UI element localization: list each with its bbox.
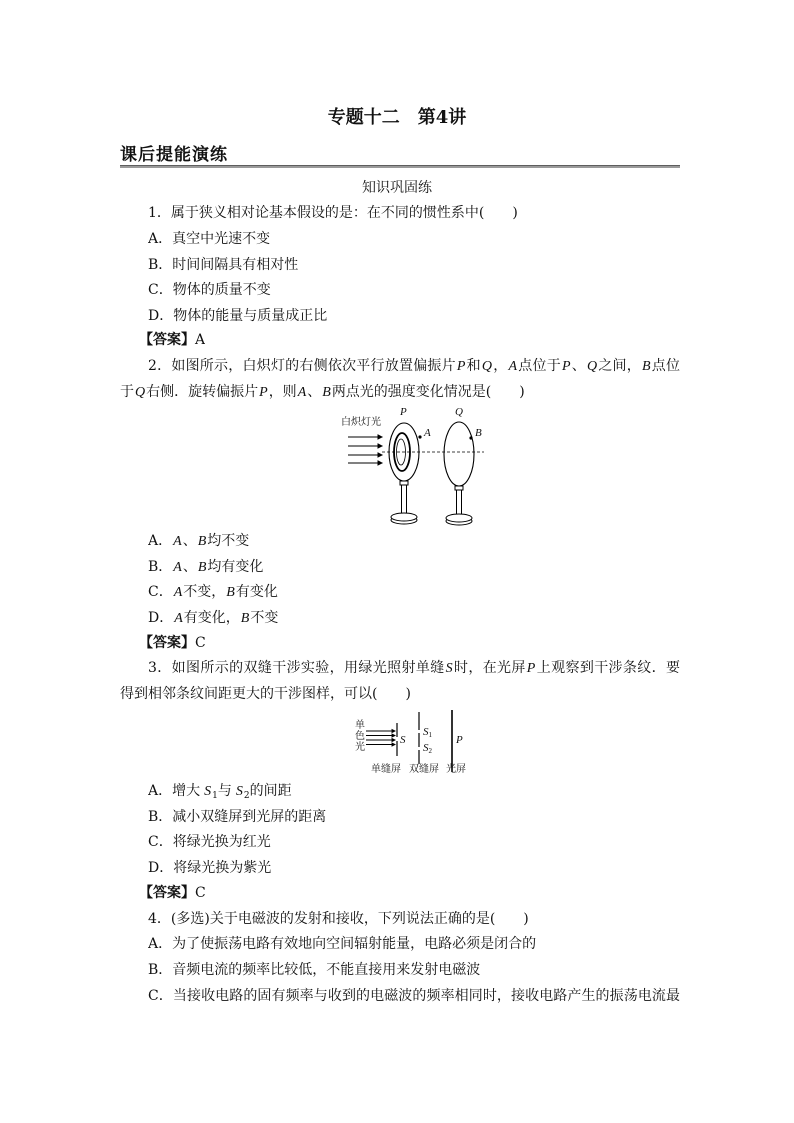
- single-slit-label: S: [400, 734, 406, 746]
- option-text: 不变: [250, 610, 279, 626]
- option-text: C．: [148, 584, 173, 600]
- stem-text: 两点光的强度变化情况是( ): [331, 384, 525, 400]
- stem-text: 上观察到干涉条纹．要: [536, 660, 680, 676]
- variable-b: B: [197, 534, 207, 549]
- option-text: 、: [182, 559, 197, 575]
- stem-text: 、: [307, 384, 322, 400]
- variable-a: A: [173, 560, 182, 575]
- variable-p: P: [561, 359, 571, 374]
- answer-value: A: [195, 332, 206, 348]
- point-a-label: A: [424, 427, 431, 439]
- q3-option-c: C．将绿光换为红光: [148, 834, 271, 850]
- variable-b: B: [642, 359, 651, 374]
- slit-1-subscript: 1: [428, 731, 432, 739]
- q2-stem-line-1: [148, 356, 680, 378]
- q3-option-d: D．将绿光换为紫光: [148, 860, 272, 876]
- answer-label: 【答案】: [139, 332, 195, 348]
- polarizer-p-base-top: [391, 513, 417, 521]
- q3-stem-line-2: 得到相邻条纹间距更大的干涉图样，可以( ): [120, 686, 411, 702]
- option-text: 均有变化: [207, 559, 264, 575]
- q1-option-b: B．时间间隔具有相对性: [148, 257, 299, 273]
- arrow-head: [378, 444, 382, 448]
- point-b-label: B: [475, 427, 482, 439]
- light-rays: [366, 730, 395, 747]
- q4-option-b: B．音频电流的频率比较低，不能直接用来发射电磁波: [148, 962, 481, 978]
- q1-option-d: D．物体的能量与质量成正比: [148, 308, 328, 324]
- q3-stem-line-1: [148, 658, 680, 680]
- subscript: 1: [212, 791, 218, 801]
- variable-a: A: [173, 534, 182, 549]
- stem-text: 点位于: [518, 358, 561, 374]
- point-b-dot: [469, 436, 472, 439]
- variable-b: B: [226, 585, 235, 600]
- variable-p: P: [526, 661, 536, 676]
- slit-2-subscript: 2: [428, 747, 432, 755]
- stem-text: 于: [120, 384, 134, 400]
- answer-label: 【答案】: [139, 885, 195, 901]
- q1-option-a: A．真空中光速不变: [148, 231, 271, 247]
- single-slit-screen-label: 单缝屏: [371, 764, 401, 775]
- q4-option-a: A．为了使振荡电路有效地向空间辐射能量，电路必须是闭合的: [148, 936, 537, 952]
- stem-text: 、: [571, 358, 586, 374]
- q1-answer: [139, 330, 205, 352]
- q2-option-c: [148, 582, 278, 604]
- variable-p: P: [456, 359, 466, 374]
- q2-option-d: [148, 608, 278, 630]
- stem-text: 3．如图所示的双缝干涉实验，用绿光照射单缝: [148, 660, 445, 676]
- slit-2-letter: S: [423, 742, 429, 754]
- option-text: A．: [148, 533, 173, 549]
- section-heading: 课后提能演练: [120, 145, 228, 165]
- page-title: 专题十二 第4讲: [327, 107, 467, 128]
- q3-answer: [139, 883, 206, 905]
- answer-value: C: [195, 635, 206, 651]
- variable-a: A: [173, 585, 183, 600]
- polarizer-p-knob: [400, 481, 408, 485]
- q4-stem: 4．(多选)关于电磁波的发射和接收，下列说法正确的是( ): [148, 911, 529, 927]
- arrow-head: [378, 435, 382, 439]
- point-a-dot: [418, 435, 421, 438]
- q1-stem: 1．属于狭义相对论基本假设的是：在不同的惯性系中( ): [148, 205, 518, 221]
- polarizer-q-post: [457, 490, 462, 515]
- slit-1-letter: S: [423, 726, 429, 738]
- variable-s: S: [204, 784, 212, 799]
- option-text: 有变化: [235, 584, 278, 600]
- variable-s: S: [235, 784, 243, 799]
- answer-value: C: [195, 885, 206, 901]
- light-screen-label: 光屏: [446, 764, 466, 775]
- polarizer-q-ellipse: [444, 422, 474, 486]
- polarizer-p-post: [402, 485, 407, 514]
- stem-text: 之间，: [598, 358, 641, 374]
- option-text: 、: [182, 533, 197, 549]
- polarizer-p-shape: [389, 423, 419, 524]
- arrow-head: [392, 739, 395, 742]
- option-text: 均不变: [207, 533, 250, 549]
- q1-option-c: C．物体的质量不变: [148, 282, 271, 298]
- q2-stem-line-2: [120, 382, 525, 404]
- subscript: 2: [243, 791, 250, 801]
- monochromatic-light-label: 单色光: [355, 720, 365, 753]
- option-text: B．: [148, 559, 173, 575]
- option-text: 与: [217, 783, 232, 799]
- option-text: D．: [148, 610, 174, 626]
- variable-q: Q: [135, 385, 146, 400]
- q2-option-a: [148, 531, 249, 553]
- variable-a: A: [174, 611, 183, 626]
- variable-p: P: [259, 385, 268, 400]
- option-text: A．增大: [148, 783, 201, 799]
- variable-s: S: [445, 661, 453, 676]
- variable-b: B: [197, 560, 207, 575]
- arrow-head: [378, 453, 382, 457]
- stem-text: 点位: [651, 358, 680, 374]
- stem-text: ，: [493, 358, 508, 374]
- arrow-head: [392, 730, 395, 733]
- variable-b: B: [240, 611, 250, 626]
- polarizer-q-base-top: [446, 514, 472, 522]
- slit-2-label: [423, 742, 432, 754]
- polarizer-q-label: Q: [455, 406, 463, 418]
- option-text: 有变化，: [183, 610, 240, 626]
- option-text: 不变，: [183, 584, 226, 600]
- variable-b: B: [322, 385, 331, 400]
- option-text: 的间距: [249, 783, 292, 799]
- screen-p-label: P: [456, 734, 463, 746]
- arrow-head: [392, 743, 395, 746]
- q3-option-b: B．减小双缝屏到光屏的距离: [148, 809, 327, 825]
- subsection-heading: 知识巩固练: [362, 180, 432, 196]
- arrow-head: [392, 734, 395, 737]
- polarizer-p-label: P: [400, 406, 407, 418]
- stem-text: 右侧．旋转偏振片: [146, 384, 259, 400]
- variable-a: A: [297, 385, 307, 400]
- variable-q: Q: [586, 359, 598, 374]
- double-slit-screen-label: 双缝屏: [409, 764, 439, 775]
- stem-text: 时，在光屏: [453, 660, 526, 676]
- stem-text: 2．如图所示，白炽灯的右侧依次平行放置偏振片: [148, 358, 456, 374]
- stem-text: 和: [466, 358, 481, 374]
- q3-option-a: [148, 781, 292, 803]
- variable-q: Q: [481, 359, 493, 374]
- light-arrows: [348, 435, 382, 465]
- q2-answer: [139, 633, 206, 655]
- polarizer-q-knob: [455, 486, 463, 490]
- q4-option-c: C．当接收电路的固有频率与收到的电磁波的频率相同时，接收电路产生的振荡电流最: [148, 988, 680, 1004]
- light-source-label: 白炽灯光: [341, 417, 381, 428]
- variable-a: A: [508, 359, 518, 374]
- stem-text: ，则: [268, 384, 297, 400]
- slit-1-label: [423, 726, 432, 738]
- q2-option-b: [148, 557, 263, 579]
- arrow-head: [378, 461, 382, 465]
- section-divider: [120, 165, 680, 168]
- answer-label: 【答案】: [139, 635, 195, 651]
